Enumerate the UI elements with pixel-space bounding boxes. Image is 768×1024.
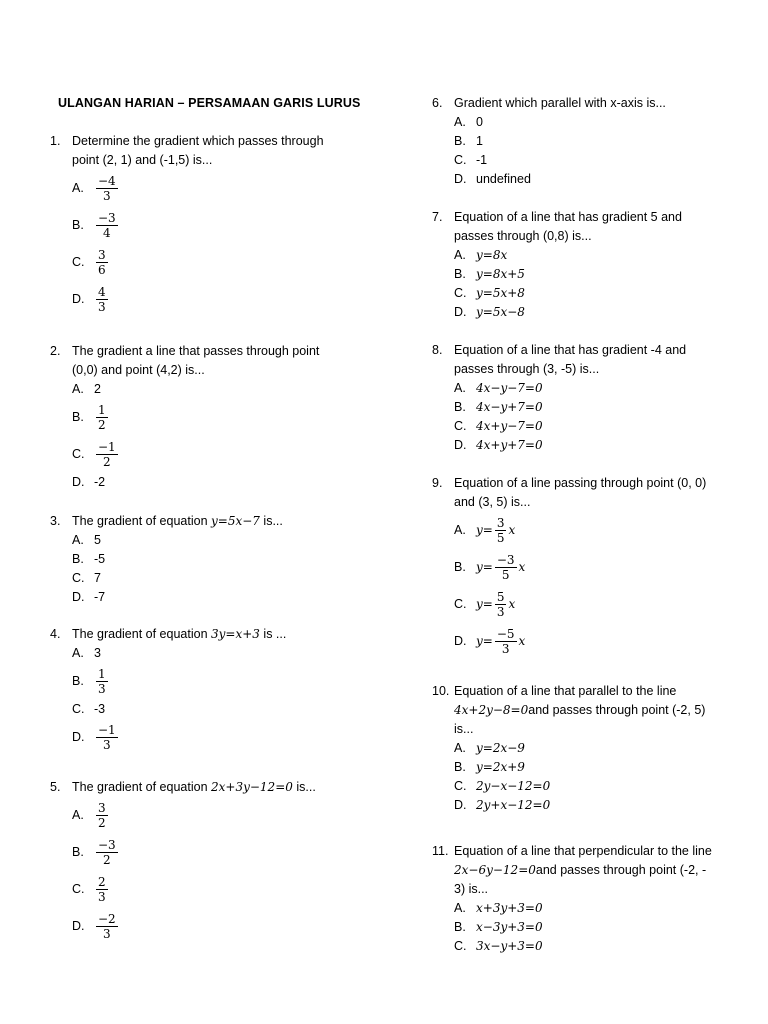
equation: 2x+3y−12=0 <box>211 780 293 794</box>
option-label: B. <box>72 845 84 859</box>
question-text: Determine the gradient which passes through <box>72 134 324 148</box>
fraction-denominator: 6 <box>98 263 106 277</box>
answer-option <box>72 436 370 473</box>
fraction-numerator: 3 <box>98 248 106 262</box>
answer-option <box>72 700 370 719</box>
question-text-part: is... <box>259 514 283 528</box>
equation: 3y=x+3 <box>211 627 260 641</box>
option-value <box>94 875 110 904</box>
fraction <box>96 174 118 203</box>
option-equation: y=5x+8 <box>476 286 525 300</box>
fraction-denominator: 3 <box>501 642 510 656</box>
fraction-numerator: −1 <box>98 723 116 737</box>
fraction-numerator: 4 <box>98 285 106 299</box>
answer-option <box>454 170 762 189</box>
option-label: B. <box>454 267 466 281</box>
question-text: point (2, 1) and (-1,5) is... <box>72 153 213 167</box>
fraction-denominator: 3 <box>496 605 505 619</box>
option-equation: y=8x+5 <box>476 267 525 281</box>
option-value: undefined <box>476 172 531 186</box>
answer-option <box>72 871 370 908</box>
fraction <box>96 875 108 904</box>
answer-option <box>72 663 370 700</box>
question-text-part: is... <box>292 780 316 794</box>
question-text: (0,0) and point (4,2) is... <box>72 363 205 377</box>
option-value <box>476 627 525 656</box>
answer-option <box>454 246 762 265</box>
option-label: C. <box>454 153 467 167</box>
answer-option <box>72 207 370 244</box>
option-label: A. <box>72 181 84 195</box>
option-label: D. <box>72 919 85 933</box>
equation: 4x+2y−8=0 <box>454 703 529 717</box>
option-value: -7 <box>94 590 106 604</box>
option-equation: y=2x+9 <box>476 760 525 774</box>
fraction <box>495 553 517 582</box>
answer-option <box>454 899 762 918</box>
option-value: 3 <box>94 646 101 660</box>
fraction-numerator: −3 <box>98 838 116 852</box>
answer-options <box>454 512 762 660</box>
answer-option <box>72 170 370 207</box>
equation-prefix: y= <box>476 560 493 574</box>
equation-suffix: x <box>518 560 526 574</box>
fraction <box>96 723 118 752</box>
answer-option <box>454 758 762 777</box>
fraction <box>96 801 108 830</box>
option-label: A. <box>454 248 466 262</box>
option-label: B. <box>72 218 84 232</box>
equation-suffix: x <box>518 634 526 648</box>
option-label: C. <box>454 597 467 611</box>
option-label: C. <box>72 255 85 269</box>
option-label: C. <box>454 939 467 953</box>
fraction-numerator: 3 <box>496 516 505 530</box>
option-value <box>94 912 120 941</box>
question-number: 11. <box>432 844 449 858</box>
answer-options <box>454 379 762 455</box>
option-label: A. <box>72 533 84 547</box>
right-column <box>432 94 762 956</box>
option-value: 5 <box>94 533 101 547</box>
fraction-denominator: 3 <box>103 189 111 203</box>
question-text: 3) is... <box>454 882 489 896</box>
fraction <box>96 667 108 696</box>
question-number: 10. <box>432 684 450 698</box>
fraction-denominator: 3 <box>103 738 111 752</box>
option-label: B. <box>454 560 466 574</box>
answer-options <box>454 246 762 322</box>
option-value: 1 <box>476 134 483 148</box>
fraction-numerator: −2 <box>98 912 116 926</box>
option-label: B. <box>72 674 84 688</box>
answer-option <box>454 777 762 796</box>
answer-option <box>454 284 762 303</box>
option-label: A. <box>72 646 84 660</box>
answer-option <box>454 265 762 284</box>
option-value: 0 <box>476 115 483 129</box>
fraction-numerator: −3 <box>496 553 515 567</box>
question-text <box>72 625 370 644</box>
fraction-numerator: −3 <box>98 211 116 225</box>
answer-option <box>454 379 762 398</box>
answer-option <box>454 398 762 417</box>
option-label: C. <box>454 286 467 300</box>
option-value: -3 <box>94 702 106 716</box>
answer-option <box>72 834 370 871</box>
answer-options <box>72 531 370 607</box>
fraction-denominator: 2 <box>98 418 106 432</box>
question-number: 7. <box>432 210 443 224</box>
answer-option <box>72 550 370 569</box>
question <box>50 625 370 756</box>
question-text: passes through (3, -5) is... <box>454 362 600 376</box>
fraction-denominator: 5 <box>496 531 505 545</box>
right-question-list <box>432 94 762 956</box>
answer-option <box>454 623 762 660</box>
question <box>50 342 370 492</box>
option-label: A. <box>454 115 466 129</box>
equation-prefix: y= <box>476 523 493 537</box>
answer-option <box>454 549 762 586</box>
option-label: D. <box>454 438 467 452</box>
answer-options <box>72 797 370 945</box>
question-number: 9. <box>432 476 443 490</box>
option-label: D. <box>454 634 467 648</box>
fraction-denominator: 2 <box>103 455 111 469</box>
question <box>432 474 762 660</box>
question <box>432 682 762 815</box>
option-value <box>94 838 120 867</box>
answer-options <box>72 170 370 318</box>
answer-option <box>72 908 370 945</box>
option-equation: y=2x−9 <box>476 741 525 755</box>
question <box>50 512 370 607</box>
option-label: D. <box>454 172 467 186</box>
option-label: A. <box>72 808 84 822</box>
option-label: C. <box>72 702 85 716</box>
question-text-part: The gradient of equation <box>72 780 211 794</box>
option-value: -2 <box>94 475 106 489</box>
equation-suffix: x <box>508 523 516 537</box>
question-text: and (3, 5) is... <box>454 495 531 509</box>
fraction <box>495 627 517 656</box>
fraction <box>96 248 108 277</box>
question-number: 4. <box>50 627 61 641</box>
answer-option <box>72 281 370 318</box>
option-value <box>476 516 515 545</box>
question <box>432 842 762 956</box>
question-text: Equation of a line that has gradient 5 and <box>454 210 682 224</box>
option-label: B. <box>454 760 466 774</box>
answer-options <box>72 644 370 756</box>
fraction-numerator: 1 <box>98 667 106 681</box>
answer-option <box>72 399 370 436</box>
option-label: C. <box>72 882 85 896</box>
question-text: Equation of a line that has gradient -4 and <box>454 343 687 357</box>
question-text-part: The gradient of equation <box>72 514 211 528</box>
option-label: D. <box>72 730 85 744</box>
equation-prefix: y= <box>476 597 493 611</box>
fraction <box>96 403 108 432</box>
answer-options <box>454 899 762 956</box>
fraction-numerator: 3 <box>98 801 106 815</box>
question-text <box>454 701 762 720</box>
equation: y=5x−7 <box>211 514 260 528</box>
answer-option <box>454 739 762 758</box>
question-text: Equation of a line that parallel to the line <box>454 684 677 698</box>
fraction <box>96 912 118 941</box>
option-value <box>94 285 110 314</box>
question-text-part: and passes through point (-2, - <box>535 863 707 877</box>
answer-option <box>454 417 762 436</box>
option-label: D. <box>454 305 467 319</box>
left-column <box>50 94 370 945</box>
option-label: A. <box>454 523 466 537</box>
question-text: Equation of a line that perpendicular to the line <box>454 844 712 858</box>
answer-option <box>454 113 762 132</box>
option-label: A. <box>454 741 466 755</box>
option-equation: 4x+y−7=0 <box>476 419 543 433</box>
fraction-denominator: 3 <box>103 927 111 941</box>
question-text <box>72 778 370 797</box>
option-value <box>94 211 120 240</box>
question-number: 3. <box>50 514 61 528</box>
fraction-denominator: 2 <box>103 853 111 867</box>
fraction-denominator: 5 <box>501 568 510 582</box>
option-value: 2 <box>94 382 101 396</box>
option-label: B. <box>72 410 84 424</box>
option-label: B. <box>454 920 466 934</box>
page-title: ULANGAN HARIAN – PERSAMAAN GARIS LURUS <box>58 96 361 110</box>
option-label: B. <box>454 134 466 148</box>
question-number: 2. <box>50 344 61 358</box>
option-label: A. <box>454 901 466 915</box>
option-label: A. <box>72 382 84 396</box>
question <box>432 94 762 189</box>
option-label: D. <box>72 590 85 604</box>
option-value <box>94 723 120 752</box>
fraction <box>495 516 507 545</box>
question-text: passes through (0,8) is... <box>454 229 592 243</box>
answer-option <box>454 918 762 937</box>
option-value: -1 <box>476 153 488 167</box>
answer-option <box>72 244 370 281</box>
answer-option <box>454 151 762 170</box>
fraction-numerator: −5 <box>496 627 515 641</box>
equation: 2x−6y−12=0 <box>454 863 536 877</box>
left-question-list <box>50 132 370 945</box>
answer-option <box>454 303 762 322</box>
option-equation: 2y−x−12=0 <box>476 779 551 793</box>
question-text: Gradient which parallel with x-axis is... <box>454 96 666 110</box>
question-text: Equation of a line passing through point (0, 0) <box>454 476 707 490</box>
answer-option <box>454 512 762 549</box>
fraction <box>96 211 118 240</box>
answer-option <box>454 132 762 151</box>
question-number: 6. <box>432 96 443 110</box>
option-label: D. <box>454 798 467 812</box>
option-value: -5 <box>94 552 106 566</box>
question-text <box>454 861 762 880</box>
answer-option <box>72 644 370 663</box>
fraction <box>96 440 118 469</box>
option-value <box>476 553 525 582</box>
question <box>50 778 370 945</box>
question-number: 1. <box>50 134 61 148</box>
answer-options <box>454 113 762 189</box>
answer-option <box>454 586 762 623</box>
option-value <box>94 667 110 696</box>
answer-option <box>72 719 370 756</box>
answer-option <box>454 937 762 956</box>
option-value: 7 <box>94 571 101 585</box>
option-value <box>94 440 120 469</box>
answer-option <box>72 531 370 550</box>
option-label: D. <box>72 475 85 489</box>
option-equation: y=5x−8 <box>476 305 525 319</box>
question-text-part: and passes through point (-2, 5) <box>528 703 706 717</box>
question <box>432 341 762 455</box>
option-equation: x−3y+3=0 <box>476 920 543 934</box>
fraction-denominator: 3 <box>98 300 106 314</box>
fraction-numerator: 2 <box>98 875 106 889</box>
answer-option <box>72 473 370 492</box>
fraction-denominator: 3 <box>98 682 106 696</box>
fraction-denominator: 4 <box>103 226 111 240</box>
option-equation: 4x−y+7=0 <box>476 400 543 414</box>
option-equation: 4x+y+7=0 <box>476 438 543 452</box>
option-equation: y=8x <box>476 248 508 262</box>
fraction-numerator: 5 <box>496 590 505 604</box>
answer-option <box>72 569 370 588</box>
question-text: is... <box>454 722 474 736</box>
fraction <box>96 285 108 314</box>
option-label: B. <box>454 400 466 414</box>
equation-prefix: y= <box>476 634 493 648</box>
option-equation: 4x−y−7=0 <box>476 381 543 395</box>
question-text <box>72 512 370 531</box>
option-label: C. <box>454 419 467 433</box>
fraction <box>495 590 507 619</box>
fraction-denominator: 3 <box>98 890 106 904</box>
question <box>50 132 370 318</box>
option-label: A. <box>454 381 466 395</box>
option-value <box>94 248 110 277</box>
option-label: C. <box>72 447 85 461</box>
answer-option <box>72 380 370 399</box>
option-label: D. <box>72 292 85 306</box>
answer-option <box>454 796 762 815</box>
option-value <box>476 590 515 619</box>
answer-option <box>454 436 762 455</box>
question-text: The gradient a line that passes through point <box>72 344 320 358</box>
question-text-part: The gradient of equation <box>72 627 211 641</box>
option-value <box>94 403 110 432</box>
answer-options <box>72 380 370 492</box>
question-text-part: is ... <box>259 627 287 641</box>
answer-option <box>72 588 370 607</box>
option-label: C. <box>72 571 85 585</box>
fraction-denominator: 2 <box>98 816 106 830</box>
option-value <box>94 801 110 830</box>
fraction-numerator: −1 <box>98 440 116 454</box>
option-equation: 2y+x−12=0 <box>476 798 551 812</box>
fraction-numerator: 1 <box>98 403 106 417</box>
question-number: 5. <box>50 780 61 794</box>
option-value <box>94 174 120 203</box>
fraction-numerator: −4 <box>98 174 116 188</box>
question <box>432 208 762 322</box>
option-equation: 3x−y+3=0 <box>476 939 543 953</box>
option-label: B. <box>72 552 84 566</box>
equation-suffix: x <box>508 597 516 611</box>
option-equation: x+3y+3=0 <box>476 901 543 915</box>
answer-option <box>72 797 370 834</box>
option-label: C. <box>454 779 467 793</box>
fraction <box>96 838 118 867</box>
answer-options <box>454 739 762 815</box>
question-number: 8. <box>432 343 443 357</box>
